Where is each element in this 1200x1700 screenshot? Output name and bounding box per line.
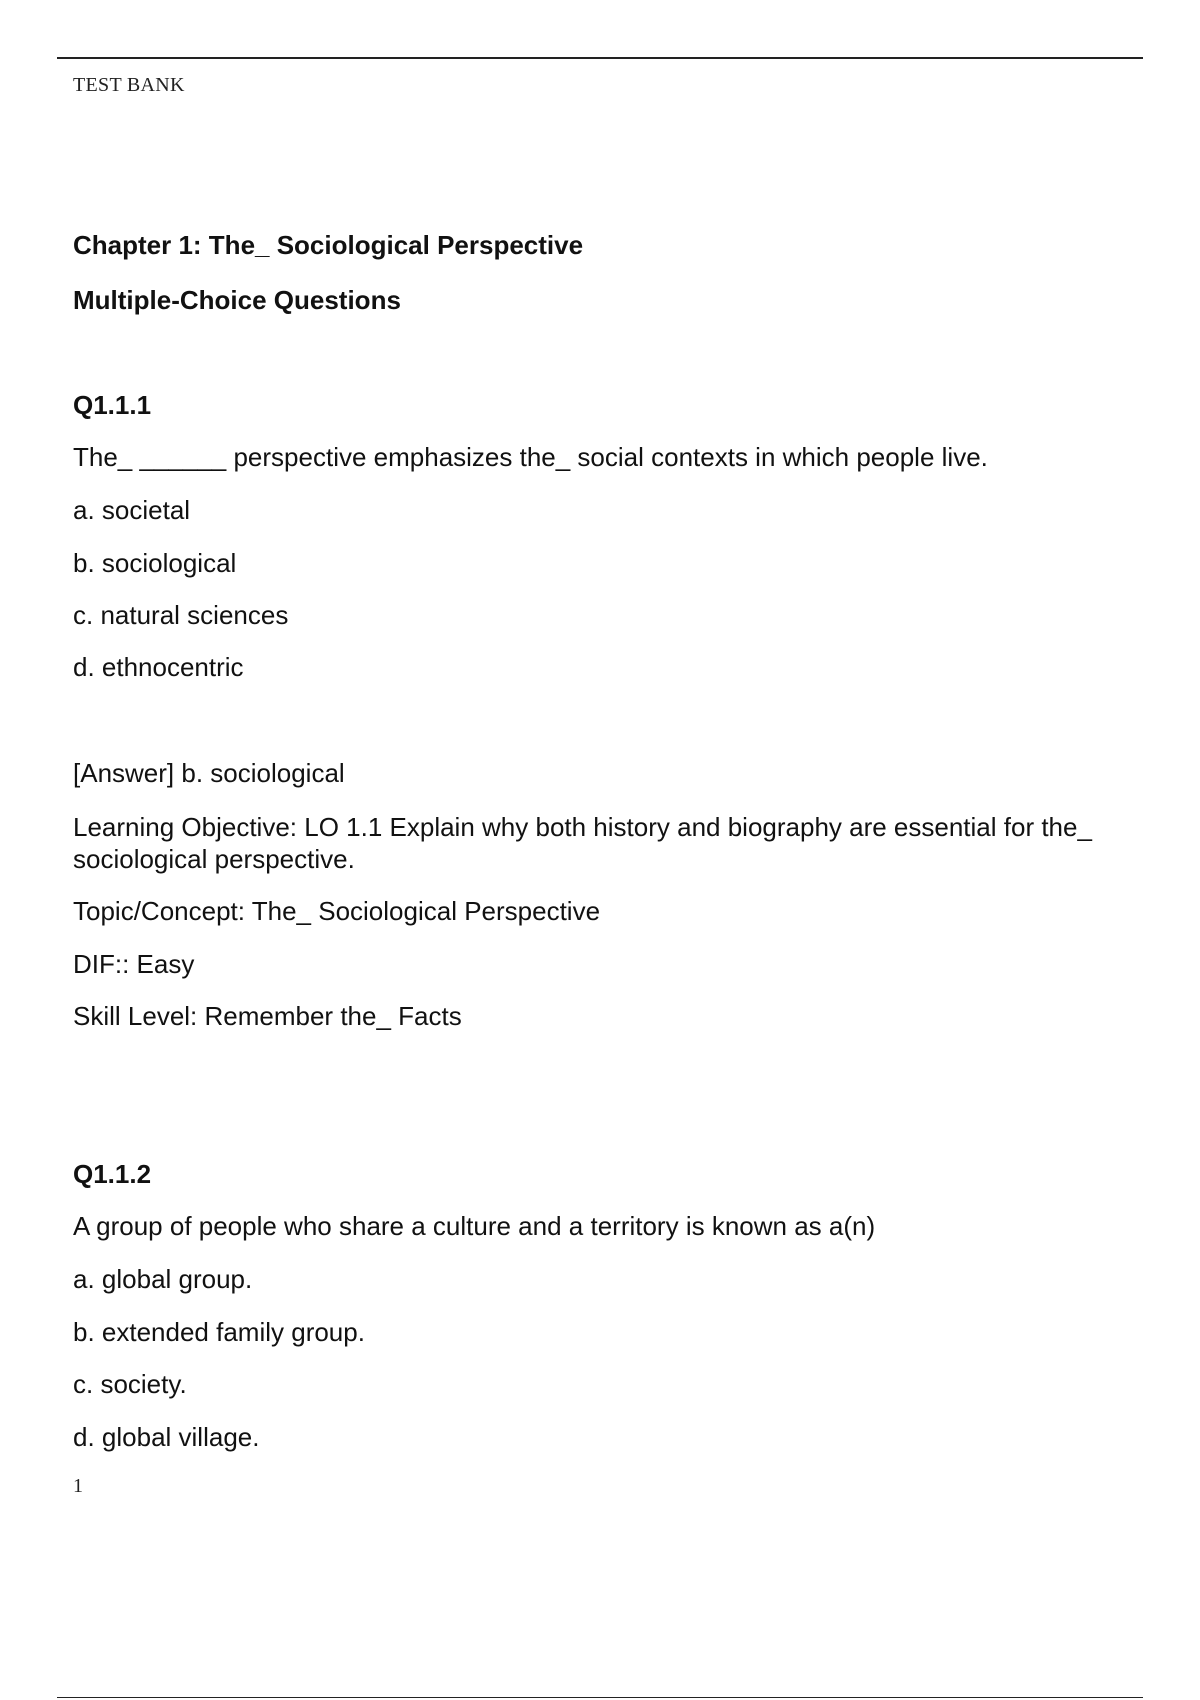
option-c: c. society. [73, 1369, 187, 1399]
option-a: a. global group. [73, 1264, 253, 1294]
question-stem: A group of people who share a culture and a territory is known as a(n) [73, 1211, 876, 1241]
option-a: a. societal [73, 495, 191, 525]
skill-level: Skill Level: Remember the_ Facts [73, 1001, 462, 1031]
footer-rule [57, 1697, 1143, 1698]
option-d: d. ethnocentric [73, 652, 244, 682]
question-stem: The_ ______ perspective emphasizes the_ social contexts in which people live. [73, 442, 988, 472]
option-c: c. natural sciences [73, 600, 289, 630]
learning-objective: Learning Objective: LO 1.1 Explain why both history and biography are essential for the_ sociological perspective. [73, 812, 1092, 874]
topic-concept: Topic/Concept: The_ Sociological Perspective [73, 896, 601, 926]
answer: [Answer] b. sociological [73, 758, 345, 788]
question-id: Q1.1.2 [73, 1159, 152, 1189]
chapter-title: Chapter 1: The_ Sociological Perspective [73, 230, 584, 260]
page-number: 1 [73, 1475, 83, 1497]
question-id: Q1.1.1 [73, 390, 152, 420]
header-rule [57, 57, 1143, 59]
option-d: d. global village. [73, 1422, 260, 1452]
header-label: TEST BANK [73, 74, 185, 96]
option-b: b. extended family group. [73, 1317, 365, 1347]
section-title: Multiple-Choice Questions [73, 285, 401, 315]
option-b: b. sociological [73, 548, 237, 578]
difficulty: DIF:: Easy [73, 949, 195, 979]
